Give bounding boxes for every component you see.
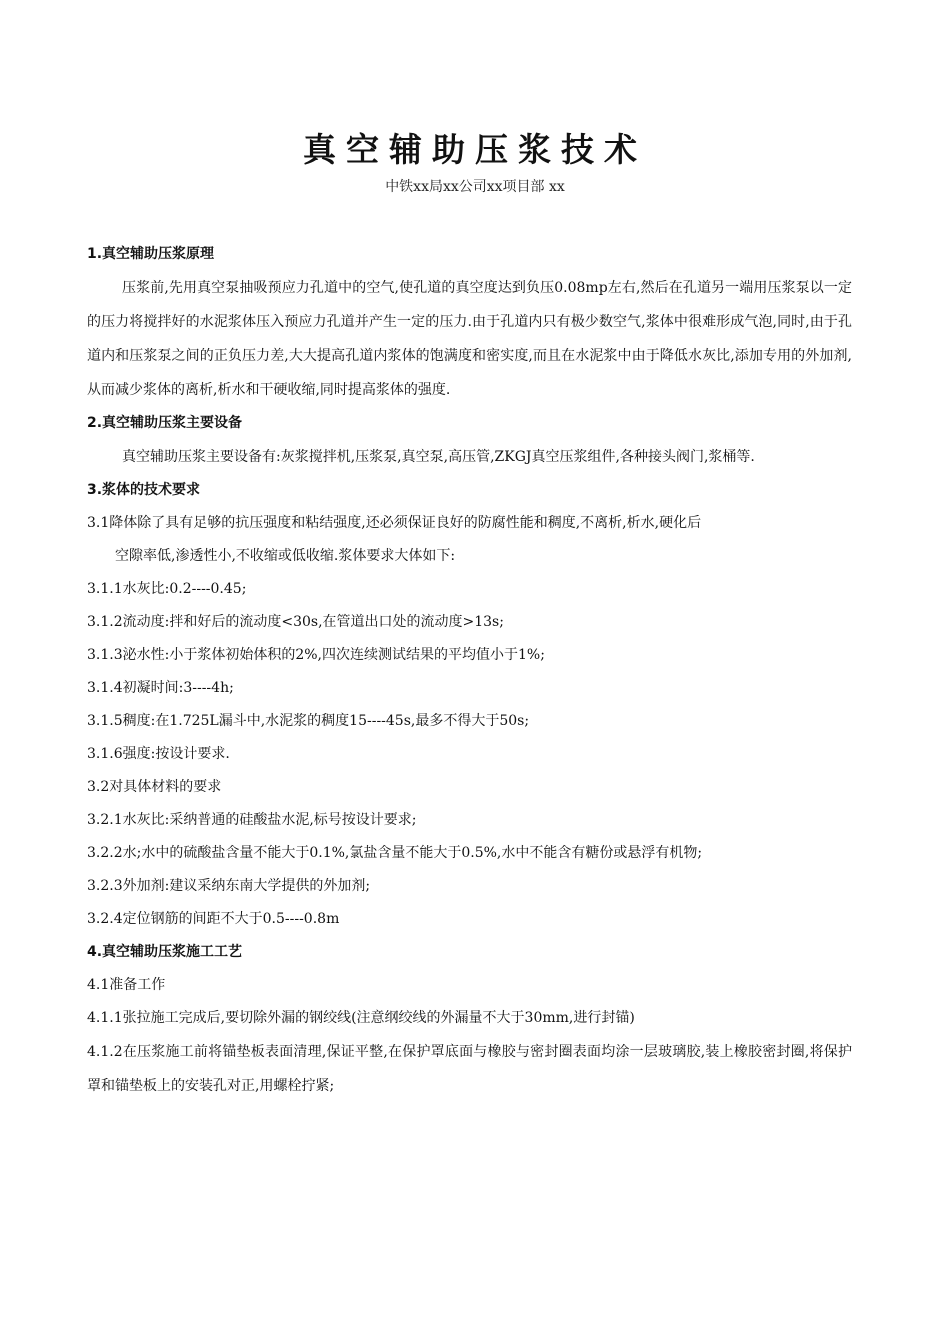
- item-3-1-line-1: 3.1降体除了具有足够的抗压强度和粘结强度,还必须保证良好的防腐性能和稠度,不离析,析水,硬化后: [87, 515, 702, 531]
- item-3-2-3: 3.2.3外加剂:建议采纳东南大学提供的外加剂;: [87, 878, 371, 894]
- item-3-2-2: 3.2.2水;水中的硫酸盐含量不能大于0.1%,氯盐含量不能大于0.5%,水中不能含有糖份或悬浮有机物;: [87, 845, 703, 861]
- section-heading-3: 3.浆体的技术要求: [87, 482, 201, 498]
- item-3-1-line-2: 空隙率低,渗透性小,不收缩或低收缩.浆体要求大体如下:: [115, 548, 456, 564]
- item-3-1-2: 3.1.2流动度:拌和好后的流动度<30s,在管道出口处的流动度>13s;: [87, 614, 504, 630]
- section-2-paragraph: 真空辅助压浆主要设备有:灰浆搅拌机,压浆泵,真空泵,高压管,ZKGJ真空压浆组件,各种接头阀门,浆桶等.: [122, 449, 755, 465]
- item-3-1-1: 3.1.1水灰比:0.2----0.45;: [87, 581, 247, 597]
- item-3-1-3: 3.1.3泌水性:小于浆体初始体积的2%,四次连续测试结果的平均值小于1%;: [87, 647, 545, 663]
- section-1-paragraph: 压浆前,先用真空泵抽吸预应力孔道中的空气,使孔道的真空度达到负压0.08mp左右,然后在孔道另一端用压浆泵以一定的压力将搅拌好的水泥浆体压入预应力孔道并产生一定的压力.由于孔道内只有极少数空气,浆体中很难形成气泡,同时,由于孔道内和压浆泵之间的正负压力差,大大提高孔道内浆体的饱满度和密实度,而且在水泥浆中由于降低水灰比,添加专用的外加剂,从而减少浆体的离析,析水和干硬收缩,同时提高浆体的强度.: [87, 280, 852, 398]
- item-4-1-2: 4.1.2在压浆施工前将锚垫板表面清理,保证平整,在保护罩底面与橡胶与密封圈表面均涂一层玻璃胶,装上橡胶密封圈,将保护罩和锚垫板上的安装孔对正,用螺栓拧紧;: [87, 1044, 852, 1094]
- item-3-2-4: 3.2.4定位钢筋的间距不大于0.5----0.8m: [87, 911, 340, 927]
- item-3-2: 3.2对具体材料的要求: [87, 779, 222, 795]
- item-4-1-1: 4.1.1张拉施工完成后,要切除外漏的钢绞线(注意纲绞线的外漏量不大于30mm,进行封锚): [87, 1010, 635, 1026]
- section-heading-4: 4.真空辅助压浆施工工艺: [87, 944, 243, 960]
- item-3-2-1: 3.2.1水灰比:采纳普通的硅酸盐水泥,标号按设计要求;: [87, 812, 417, 828]
- document-body: [87, 238, 852, 1103]
- section-heading-1: 1.真空辅助压浆原理: [87, 246, 215, 262]
- document-subtitle: 中铁xx局xx公司xx项目部 xx: [385, 179, 565, 195]
- item-3-1-4: 3.1.4初凝时间:3----4h;: [87, 680, 234, 696]
- section-heading-2: 2.真空辅助压浆主要设备: [87, 415, 243, 431]
- document-title: 真空辅助压浆技术: [303, 130, 647, 169]
- item-4-1: 4.1准备工作: [87, 977, 166, 993]
- item-3-1-6: 3.1.6强度:按设计要求.: [87, 746, 230, 762]
- item-3-1-5: 3.1.5稠度:在1.725L漏斗中,水泥浆的稠度15----45s,最多不得大于50s;: [87, 713, 530, 729]
